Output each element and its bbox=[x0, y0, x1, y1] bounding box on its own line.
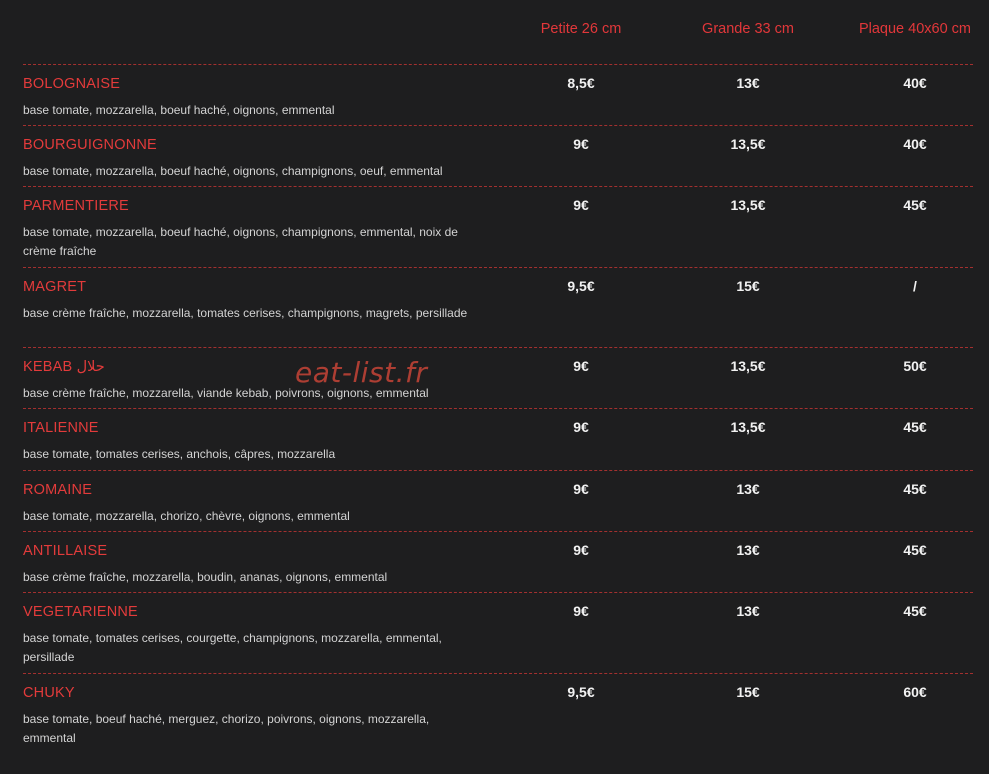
price-petite: 9€ bbox=[573, 603, 589, 619]
item-description: base tomate, mozzarella, boeuf haché, oignons, champignons, emmental, noix de crème fraîche bbox=[23, 225, 458, 258]
item-description: base tomate, boeuf haché, merguez, chorizo, poivrons, oignons, mozzarella, emmental bbox=[23, 712, 430, 745]
menu-row bbox=[23, 126, 973, 187]
menu-row bbox=[23, 268, 973, 348]
item-description: base crème fraîche, mozzarella, boudin, ananas, oignons, emmental bbox=[23, 570, 388, 584]
price-plaque: 40€ bbox=[903, 75, 927, 91]
price-grande: 13€ bbox=[736, 481, 760, 497]
menu-row bbox=[23, 593, 973, 674]
menu-row bbox=[23, 532, 973, 593]
price-plaque: 50€ bbox=[903, 358, 927, 374]
price-petite: 8,5€ bbox=[567, 75, 595, 91]
price-grande: 13,5€ bbox=[730, 197, 766, 213]
header-grande: Grande 33 cm bbox=[702, 21, 794, 37]
price-grande: 13,5€ bbox=[730, 358, 766, 374]
price-grande: 13€ bbox=[736, 75, 760, 91]
price-plaque: 45€ bbox=[903, 197, 927, 213]
price-petite: 9€ bbox=[573, 542, 589, 558]
item-description: base tomate, tomates cerises, anchois, câpres, mozzarella bbox=[23, 447, 336, 461]
price-plaque: 45€ bbox=[903, 419, 927, 435]
menu-row bbox=[23, 348, 973, 409]
price-grande: 15€ bbox=[736, 278, 760, 294]
price-plaque: 45€ bbox=[903, 542, 927, 558]
item-name: BOLOGNAISE bbox=[23, 76, 121, 92]
item-name: BOURGUIGNONNE bbox=[23, 137, 157, 153]
price-petite: 9,5€ bbox=[567, 684, 595, 700]
item-description: base crème fraîche, mozzarella, viande kebab, poivrons, oignons, emmental bbox=[23, 386, 429, 400]
item-name: KEBAB حلال bbox=[23, 359, 105, 375]
item-name: ITALIENNE bbox=[23, 420, 99, 436]
price-grande: 13€ bbox=[736, 542, 760, 558]
watermark-text: eat-list.fr bbox=[295, 356, 428, 389]
price-plaque: 40€ bbox=[903, 136, 927, 152]
price-grande: 15€ bbox=[736, 684, 760, 700]
item-description: base tomate, mozzarella, boeuf haché, oignons, emmental bbox=[23, 103, 335, 117]
price-grande: 13€ bbox=[736, 603, 760, 619]
price-petite: 9€ bbox=[573, 419, 589, 435]
price-grande: 13,5€ bbox=[730, 136, 766, 152]
menu-row bbox=[23, 471, 973, 532]
item-name: CHUKY bbox=[23, 685, 75, 701]
price-petite: 9€ bbox=[573, 136, 589, 152]
price-grande: 13,5€ bbox=[730, 419, 766, 435]
pizza-menu bbox=[23, 0, 973, 754]
price-petite: 9€ bbox=[573, 197, 589, 213]
item-description: base tomate, tomates cerises, courgette, champignons, mozzarella, emmental, persillade bbox=[23, 631, 442, 664]
menu-row bbox=[23, 674, 973, 754]
price-plaque: 60€ bbox=[903, 684, 927, 700]
menu-row bbox=[23, 409, 973, 471]
item-name: VEGETARIENNE bbox=[23, 604, 138, 620]
menu-row bbox=[23, 65, 973, 126]
price-plaque: / bbox=[913, 278, 917, 294]
menu-row bbox=[23, 187, 973, 268]
price-plaque: 45€ bbox=[903, 481, 927, 497]
item-name: MAGRET bbox=[23, 279, 87, 295]
header-petite: Petite 26 cm bbox=[540, 21, 622, 37]
item-description: base crème fraîche, mozzarella, tomates cerises, champignons, magrets, persillade bbox=[23, 306, 468, 320]
item-name: ROMAINE bbox=[23, 482, 93, 498]
price-petite: 9€ bbox=[573, 358, 589, 374]
price-plaque: 45€ bbox=[903, 603, 927, 619]
price-petite: 9,5€ bbox=[567, 278, 595, 294]
price-petite: 9€ bbox=[573, 481, 589, 497]
item-name: PARMENTIERE bbox=[23, 198, 129, 214]
item-name: ANTILLAISE bbox=[23, 543, 108, 559]
item-description: base tomate, mozzarella, chorizo, chèvre, oignons, emmental bbox=[23, 509, 350, 523]
header-plaque: Plaque 40x60 cm bbox=[858, 21, 972, 37]
item-description: base tomate, mozzarella, boeuf haché, oignons, champignons, oeuf, emmental bbox=[23, 164, 443, 178]
menu-header bbox=[23, 0, 973, 65]
